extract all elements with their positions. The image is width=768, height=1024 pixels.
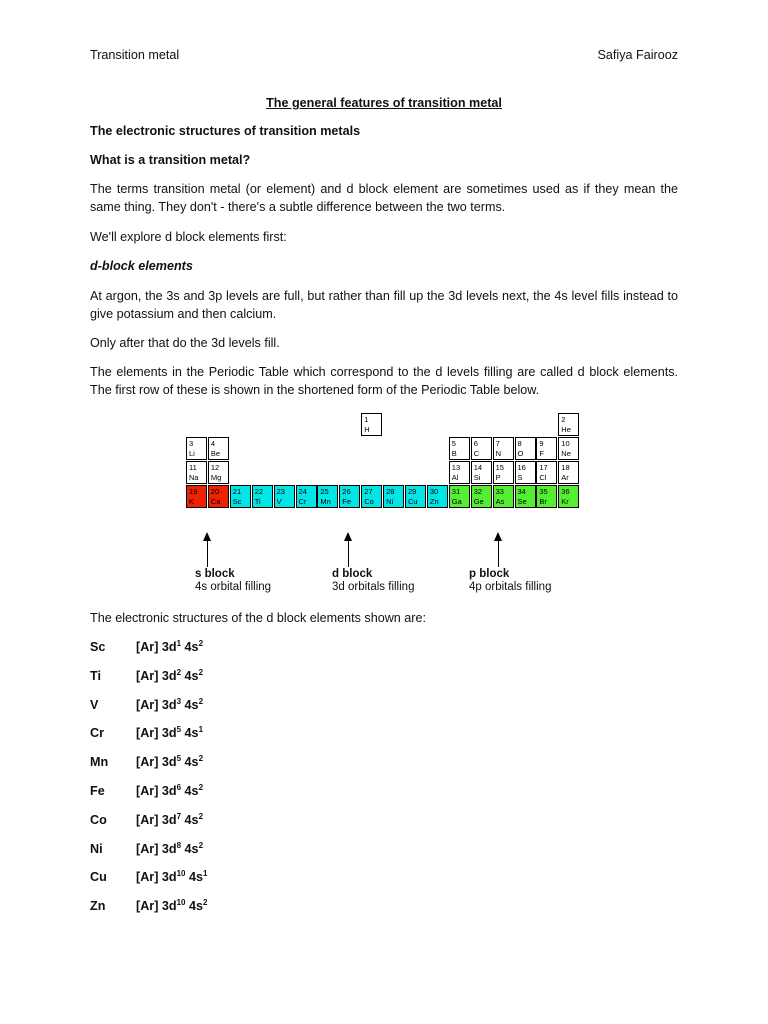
atomic-number: 33 [495,487,504,496]
config-element-symbol: Co [90,812,107,827]
element-symbol: Si [473,473,481,482]
element-cell-cl [536,461,557,484]
element-cell-ga [449,485,470,508]
config-core: [Ar] 3d [136,870,177,885]
config-4s: 4s [181,812,199,827]
element-cell-ge [471,485,492,508]
element-cell-ti [252,485,273,508]
element-cell-as [493,485,514,508]
element-cell-h [361,413,382,436]
element-symbol: Sc [232,497,242,506]
element-symbol: Cr [298,497,307,506]
element-symbol: C [473,449,480,458]
element-cell-al [449,461,470,484]
element-symbol: S [517,473,523,482]
config-d-count: 2 [176,667,182,677]
element-cell-co [361,485,382,508]
element-cell-mg [208,461,229,484]
config-element-symbol: Ti [90,668,101,683]
atomic-number: 22 [254,487,264,496]
element-symbol: Ca [210,497,221,506]
element-cell-zn [427,485,448,508]
element-cell-se [515,485,536,508]
atomic-number: 5 [451,439,456,448]
config-value [136,784,203,798]
atomic-number: 23 [276,487,285,496]
question-heading: What is a transition metal? [90,153,251,167]
element-symbol: Co [364,497,374,506]
atomic-number: 27 [364,487,373,496]
atomic-number: 19 [189,487,198,496]
config-s-count: 2 [198,667,204,677]
config-core: [Ar] 3d [136,812,177,827]
element-symbol: Cl [539,473,547,482]
paragraph-terms: The terms transition metal (or element) and d block element are sometimes used as if they mean the same thing. They don't - there's a subtle difference between the two terms. [90,182,678,214]
header-document-title: Transition metal [90,48,180,62]
atomic-number: 21 [232,487,242,496]
atomic-number: 17 [539,463,548,472]
atomic-number: 1 [364,415,369,424]
d-block-label [332,568,414,594]
paragraph-3d-fill: Only after that do the 3d levels fill. [90,336,280,350]
atomic-number: 4 [210,439,216,448]
element-cell-ar [558,461,579,484]
subheading-d-block: d-block elements [90,259,193,273]
atomic-number: 25 [320,487,329,496]
element-symbol: Zn [429,497,439,506]
config-value [136,669,203,683]
config-d-count: 7 [176,811,182,821]
s-block-desc: 4s orbital filling [195,581,272,593]
element-cell-f [536,437,557,460]
atomic-number: 24 [298,487,307,496]
atomic-number: 12 [210,463,220,472]
config-d-count: 10 [176,898,186,908]
atomic-number: 15 [495,463,504,472]
element-cell-sc [230,485,251,508]
element-cell-ni [383,485,404,508]
atomic-number: 18 [561,463,570,472]
paragraph-configs-intro: The electronic structures of the d block elements shown are: [90,611,426,625]
config-element-symbol: V [90,697,99,712]
config-core: [Ar] 3d [136,841,177,856]
config-core: [Ar] 3d [136,784,177,798]
atomic-number: 20 [210,487,220,496]
element-cell-v [274,485,295,508]
s-block-name: s block [195,568,235,580]
config-d-count: 5 [176,725,182,735]
element-cell-p [493,461,514,484]
header-author: Safiya Fairooz [597,48,678,62]
element-symbol: Ge [473,497,484,506]
config-s-count: 2 [198,811,204,821]
element-cell-li [186,437,207,460]
element-cell-br [536,485,557,508]
config-d-count: 8 [176,840,182,850]
config-element-symbol: Mn [90,755,109,770]
config-4s: 4s [181,668,199,683]
config-s-count: 2 [203,898,208,908]
element-symbol: Fe [342,497,352,506]
element-symbol: Se [517,497,527,506]
periodic-table-diagram [186,413,580,519]
config-element-symbol: Ni [90,841,103,856]
config-value [136,640,203,654]
element-cell-mn [317,485,338,508]
element-cell-cr [296,485,317,508]
config-d-count: 5 [176,754,182,764]
element-symbol: Br [539,497,547,506]
p-block-desc: 4p orbitals filling [469,581,552,593]
atomic-number: 2 [561,415,566,424]
config-s-count: 2 [198,696,204,706]
atomic-number: 32 [473,487,483,496]
config-4s: 4s [181,841,199,856]
config-4s: 4s [181,755,199,770]
element-cell-n [493,437,514,460]
element-symbol: Be [210,449,221,458]
element-cell-c [471,437,492,460]
config-d-count: 10 [176,869,186,879]
config-value [136,870,207,884]
s-block-label [195,568,271,594]
config-s-count: 2 [198,639,204,648]
config-element-symbol: Sc [90,640,106,654]
config-4s: 4s [185,870,204,885]
element-symbol: Mg [210,473,222,482]
config-value [136,755,203,769]
config-4s: 4s [181,726,199,741]
element-symbol: F [539,449,544,458]
config-4s: 4s [181,784,199,798]
config-s-count: 1 [198,725,204,735]
element-symbol: Cu [408,497,418,506]
element-symbol: V [276,497,282,506]
p-block-name: p block [469,568,510,580]
element-symbol: Ni [386,497,394,506]
config-4s: 4s [185,899,204,914]
paragraph-argon: At argon, the 3s and 3p levels are full, but rather than fill up the 3d levels next, the 4s level fills instead to give potassium and then calcium. [90,289,678,321]
config-4s: 4s [181,697,199,712]
element-symbol: Mn [320,497,331,506]
config-value [136,813,203,827]
config-s-count: 2 [198,754,204,764]
p-block-label [469,568,551,594]
config-core: [Ar] 3d [136,899,177,914]
config-d-count: 6 [176,783,182,792]
element-symbol: Ti [254,497,261,506]
element-cell-fe [339,485,360,508]
atomic-number: 31 [451,487,461,496]
atomic-number: 8 [517,439,522,448]
atomic-number: 9 [539,439,544,448]
config-element-symbol: Fe [90,784,105,798]
element-symbol: He [561,425,571,434]
paragraph-periodic-table: The elements in the Periodic Table which correspond to the d levels filling are called d block elements. The first row of these is shown in the shortened form of the Periodic Table below. [90,365,678,397]
element-symbol: Ar [561,473,569,482]
element-cell-ca [208,485,229,508]
atomic-number: 10 [561,439,570,448]
element-symbol: Ga [451,497,462,506]
element-symbol: O [517,449,524,458]
config-core: [Ar] 3d [136,640,177,654]
element-cell-s [515,461,536,484]
element-cell-ne [558,437,579,460]
atomic-number: 6 [473,439,478,448]
section-heading: The electronic structures of transition metals [90,124,361,138]
config-s-count: 1 [203,869,208,879]
element-cell-be [208,437,229,460]
element-symbol: Kr [561,497,569,506]
atomic-number: 35 [539,487,548,496]
element-cell-o [515,437,536,460]
config-value [136,842,203,856]
config-4s: 4s [181,640,199,654]
config-value [136,899,207,913]
config-s-count: 2 [198,783,204,792]
element-cell-na [186,461,207,484]
atomic-number: 26 [342,487,351,496]
element-cell-kr [558,485,579,508]
atomic-number: 3 [189,439,194,448]
element-symbol: Ne [561,449,571,458]
element-cell-he [558,413,579,436]
element-symbol: N [495,449,502,458]
atomic-number: 11 [189,463,197,472]
config-s-count: 2 [198,840,204,850]
atomic-number: 34 [517,487,526,496]
element-symbol: H [364,425,370,434]
element-cell-b [449,437,470,460]
element-symbol: As [495,497,505,506]
atomic-number: 13 [451,463,461,472]
page-title: The general features of transition metal [266,96,502,110]
config-element-symbol: Cu [90,870,107,885]
config-d-count: 1 [176,639,182,648]
atomic-number: 28 [386,487,395,496]
atomic-number: 29 [408,487,417,496]
config-core: [Ar] 3d [136,697,177,712]
element-symbol: Al [451,473,459,482]
config-core: [Ar] 3d [136,668,177,683]
config-d-count: 3 [176,696,182,706]
d-block-desc: 3d orbitals filling [332,581,415,593]
atomic-number: 30 [429,487,439,496]
d-block-name: d block [332,568,373,580]
config-element-symbol: Zn [90,899,106,914]
element-cell-k [186,485,207,508]
element-symbol: Na [189,473,199,482]
atomic-number: 16 [517,463,526,472]
atomic-number: 14 [473,463,483,472]
element-cell-cu [405,485,426,508]
element-symbol: P [495,473,501,482]
config-value [136,726,203,740]
element-cell-si [471,461,492,484]
config-core: [Ar] 3d [136,755,177,770]
element-symbol: K [189,497,195,506]
atomic-number: 7 [495,439,500,448]
atomic-number: 36 [561,487,570,496]
config-element-symbol: Cr [90,726,104,741]
element-symbol: Li [189,449,195,458]
config-value [136,698,203,712]
config-core: [Ar] 3d [136,726,177,741]
element-symbol: B [451,449,457,458]
paragraph-explore: We'll explore d block elements first: [90,230,287,244]
